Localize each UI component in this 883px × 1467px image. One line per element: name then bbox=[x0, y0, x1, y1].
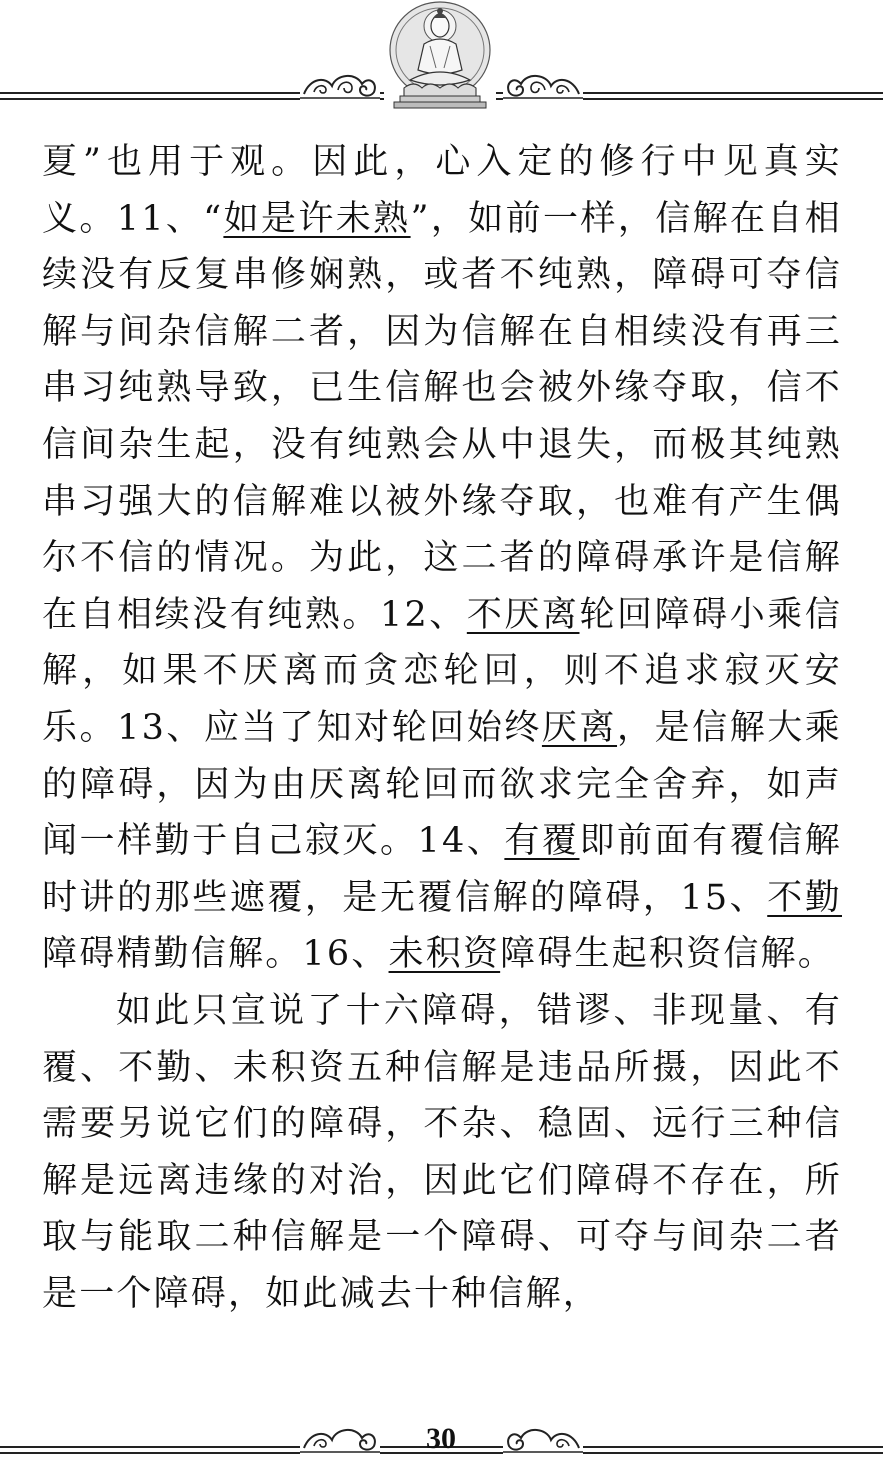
page-number: 30 bbox=[426, 1422, 456, 1455]
text-segment: 夏”也用于观。因此，心入定的修行中见真实义。11、“ bbox=[42, 142, 842, 239]
underlined-term: 有覆 bbox=[504, 821, 580, 862]
cloud-ornament-right-icon bbox=[503, 68, 583, 102]
text-segment: 如此只宣说了十六障碍，错谬、非现量、有覆、不勤、未积资五种信解是违品所摄，因此不需要另说它们的障碍，不杂、稳固、远行三种信解是远离违缘的对治，因此它们障碍不存在，所取与能取二种信解是一个障碍、可夺与间杂二者是一个障碍，如此减去十种信解， bbox=[42, 990, 842, 1314]
page-header bbox=[0, 0, 883, 115]
underlined-term: 未积资 bbox=[388, 934, 501, 975]
footer-cloud-right-icon bbox=[503, 1422, 583, 1456]
text-segment: ”，如前一样，信解在自相续没有反复串修娴熟，或者不纯熟，障碍可夺信解与间杂信解二者，因为信解在自相续没有再三串习纯熟导致，已生信解也会被外缘夺取，信不信间杂生起，没有纯熟会从中退失，而极其纯熟串习强大的信解难以被外缘夺取，也难有产生偶尔不信的情况。为此，这二者的障碍承许是信解在自相续没有纯熟。12、 bbox=[42, 198, 842, 635]
footer-cloud-left-icon bbox=[300, 1422, 380, 1456]
text-segment: 障碍生起积资信解。 bbox=[500, 934, 835, 975]
paragraph bbox=[42, 134, 842, 983]
text-segment: 障碍精勤信解。16、 bbox=[42, 934, 389, 975]
underlined-term: 厌离 bbox=[541, 707, 618, 748]
underlined-term: 如是许未熟 bbox=[223, 198, 411, 239]
text-segment: 即前面有覆信解时讲的那些遮覆，是无覆信解的障碍，15、 bbox=[42, 821, 842, 918]
text-segment: ，是信解大乘的障碍，因为由厌离轮回而欲求完全舍弃，如声闻一样勤于自己寂灭。14、 bbox=[42, 707, 842, 862]
buddha-figure-icon bbox=[384, 0, 496, 110]
text-segment: 轮回障碍小乘信解，如果不厌离而贪恋轮回，则不追求寂灭安乐。13、应当了知对轮回始终 bbox=[42, 594, 843, 748]
cloud-ornament-left-icon bbox=[300, 68, 380, 102]
paragraph bbox=[42, 983, 842, 1323]
underlined-term: 不勤 bbox=[767, 877, 842, 918]
underlined-term: 不厌离 bbox=[466, 594, 580, 635]
page-body bbox=[42, 134, 842, 1322]
